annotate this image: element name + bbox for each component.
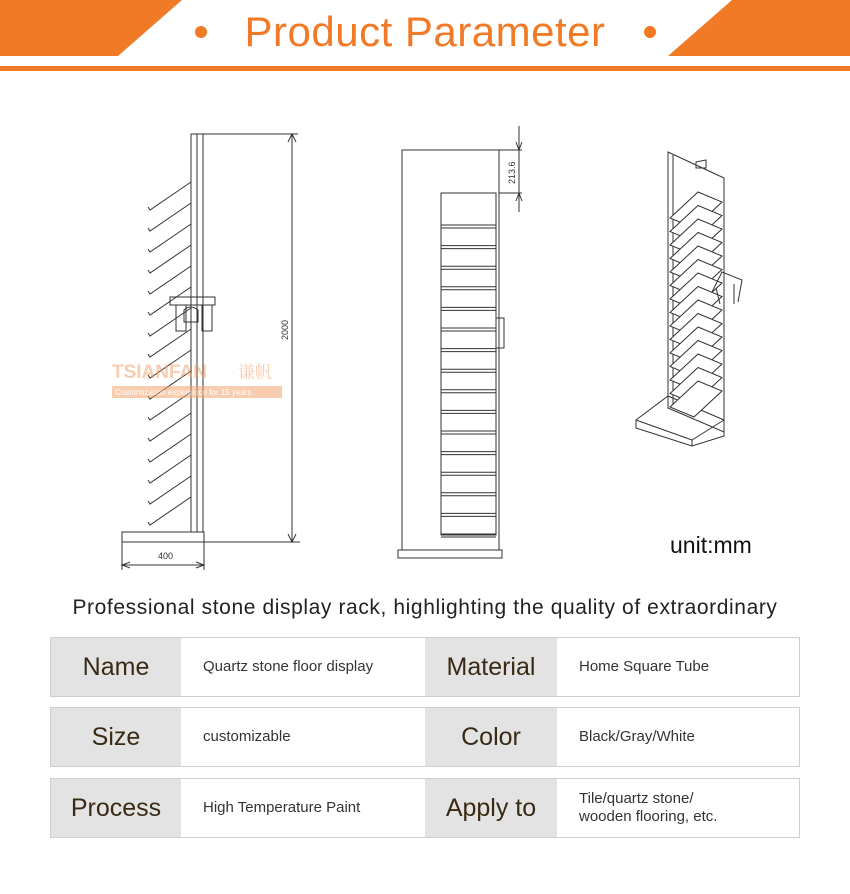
header-banner	[0, 0, 850, 75]
param-value: customizable	[203, 728, 291, 745]
front-view-drawing	[398, 126, 522, 558]
dimension-height-label: 2000	[280, 319, 290, 340]
page-title-text: Product Parameter	[244, 8, 606, 55]
unit-label: unit:mm	[670, 532, 752, 558]
bullet-dot-right	[644, 26, 656, 38]
param-value: Tile/quartz stone/ wooden flooring, etc.	[579, 790, 718, 825]
param-label: Process	[51, 779, 181, 837]
param-value: High Temperature Paint	[203, 799, 361, 816]
param-row	[50, 637, 800, 697]
param-row	[50, 778, 800, 838]
technical-drawing-svg	[0, 80, 850, 580]
dimension-offset-label: 213.6	[507, 161, 517, 184]
param-value: Home Square Tube	[579, 658, 710, 675]
watermark-logo	[112, 362, 282, 398]
param-label: Color	[425, 708, 557, 766]
param-row	[50, 707, 800, 767]
product-drawings	[0, 80, 850, 580]
page-title	[0, 8, 850, 56]
dimension-width-label: 400	[158, 551, 174, 561]
side-view-drawing	[122, 134, 300, 570]
rack-arm	[148, 182, 191, 210]
watermark-slogan: Customization experience for 15 years	[115, 388, 252, 397]
param-label: Material	[425, 638, 557, 696]
bullet-dot-left	[195, 26, 207, 38]
watermark-brand-cn: 谦帆	[238, 363, 272, 383]
param-label: Name	[51, 638, 181, 696]
param-label: Apply to	[425, 779, 557, 837]
param-value: Quartz stone floor display	[203, 658, 374, 675]
watermark-brand: TSIANFAN	[112, 362, 207, 383]
tagline: Professional stone display rack, highlighting the quality of extraordinary	[72, 596, 778, 619]
param-label: Size	[51, 708, 181, 766]
param-value: Black/Gray/White	[579, 728, 695, 745]
perspective-view-drawing	[636, 152, 742, 446]
